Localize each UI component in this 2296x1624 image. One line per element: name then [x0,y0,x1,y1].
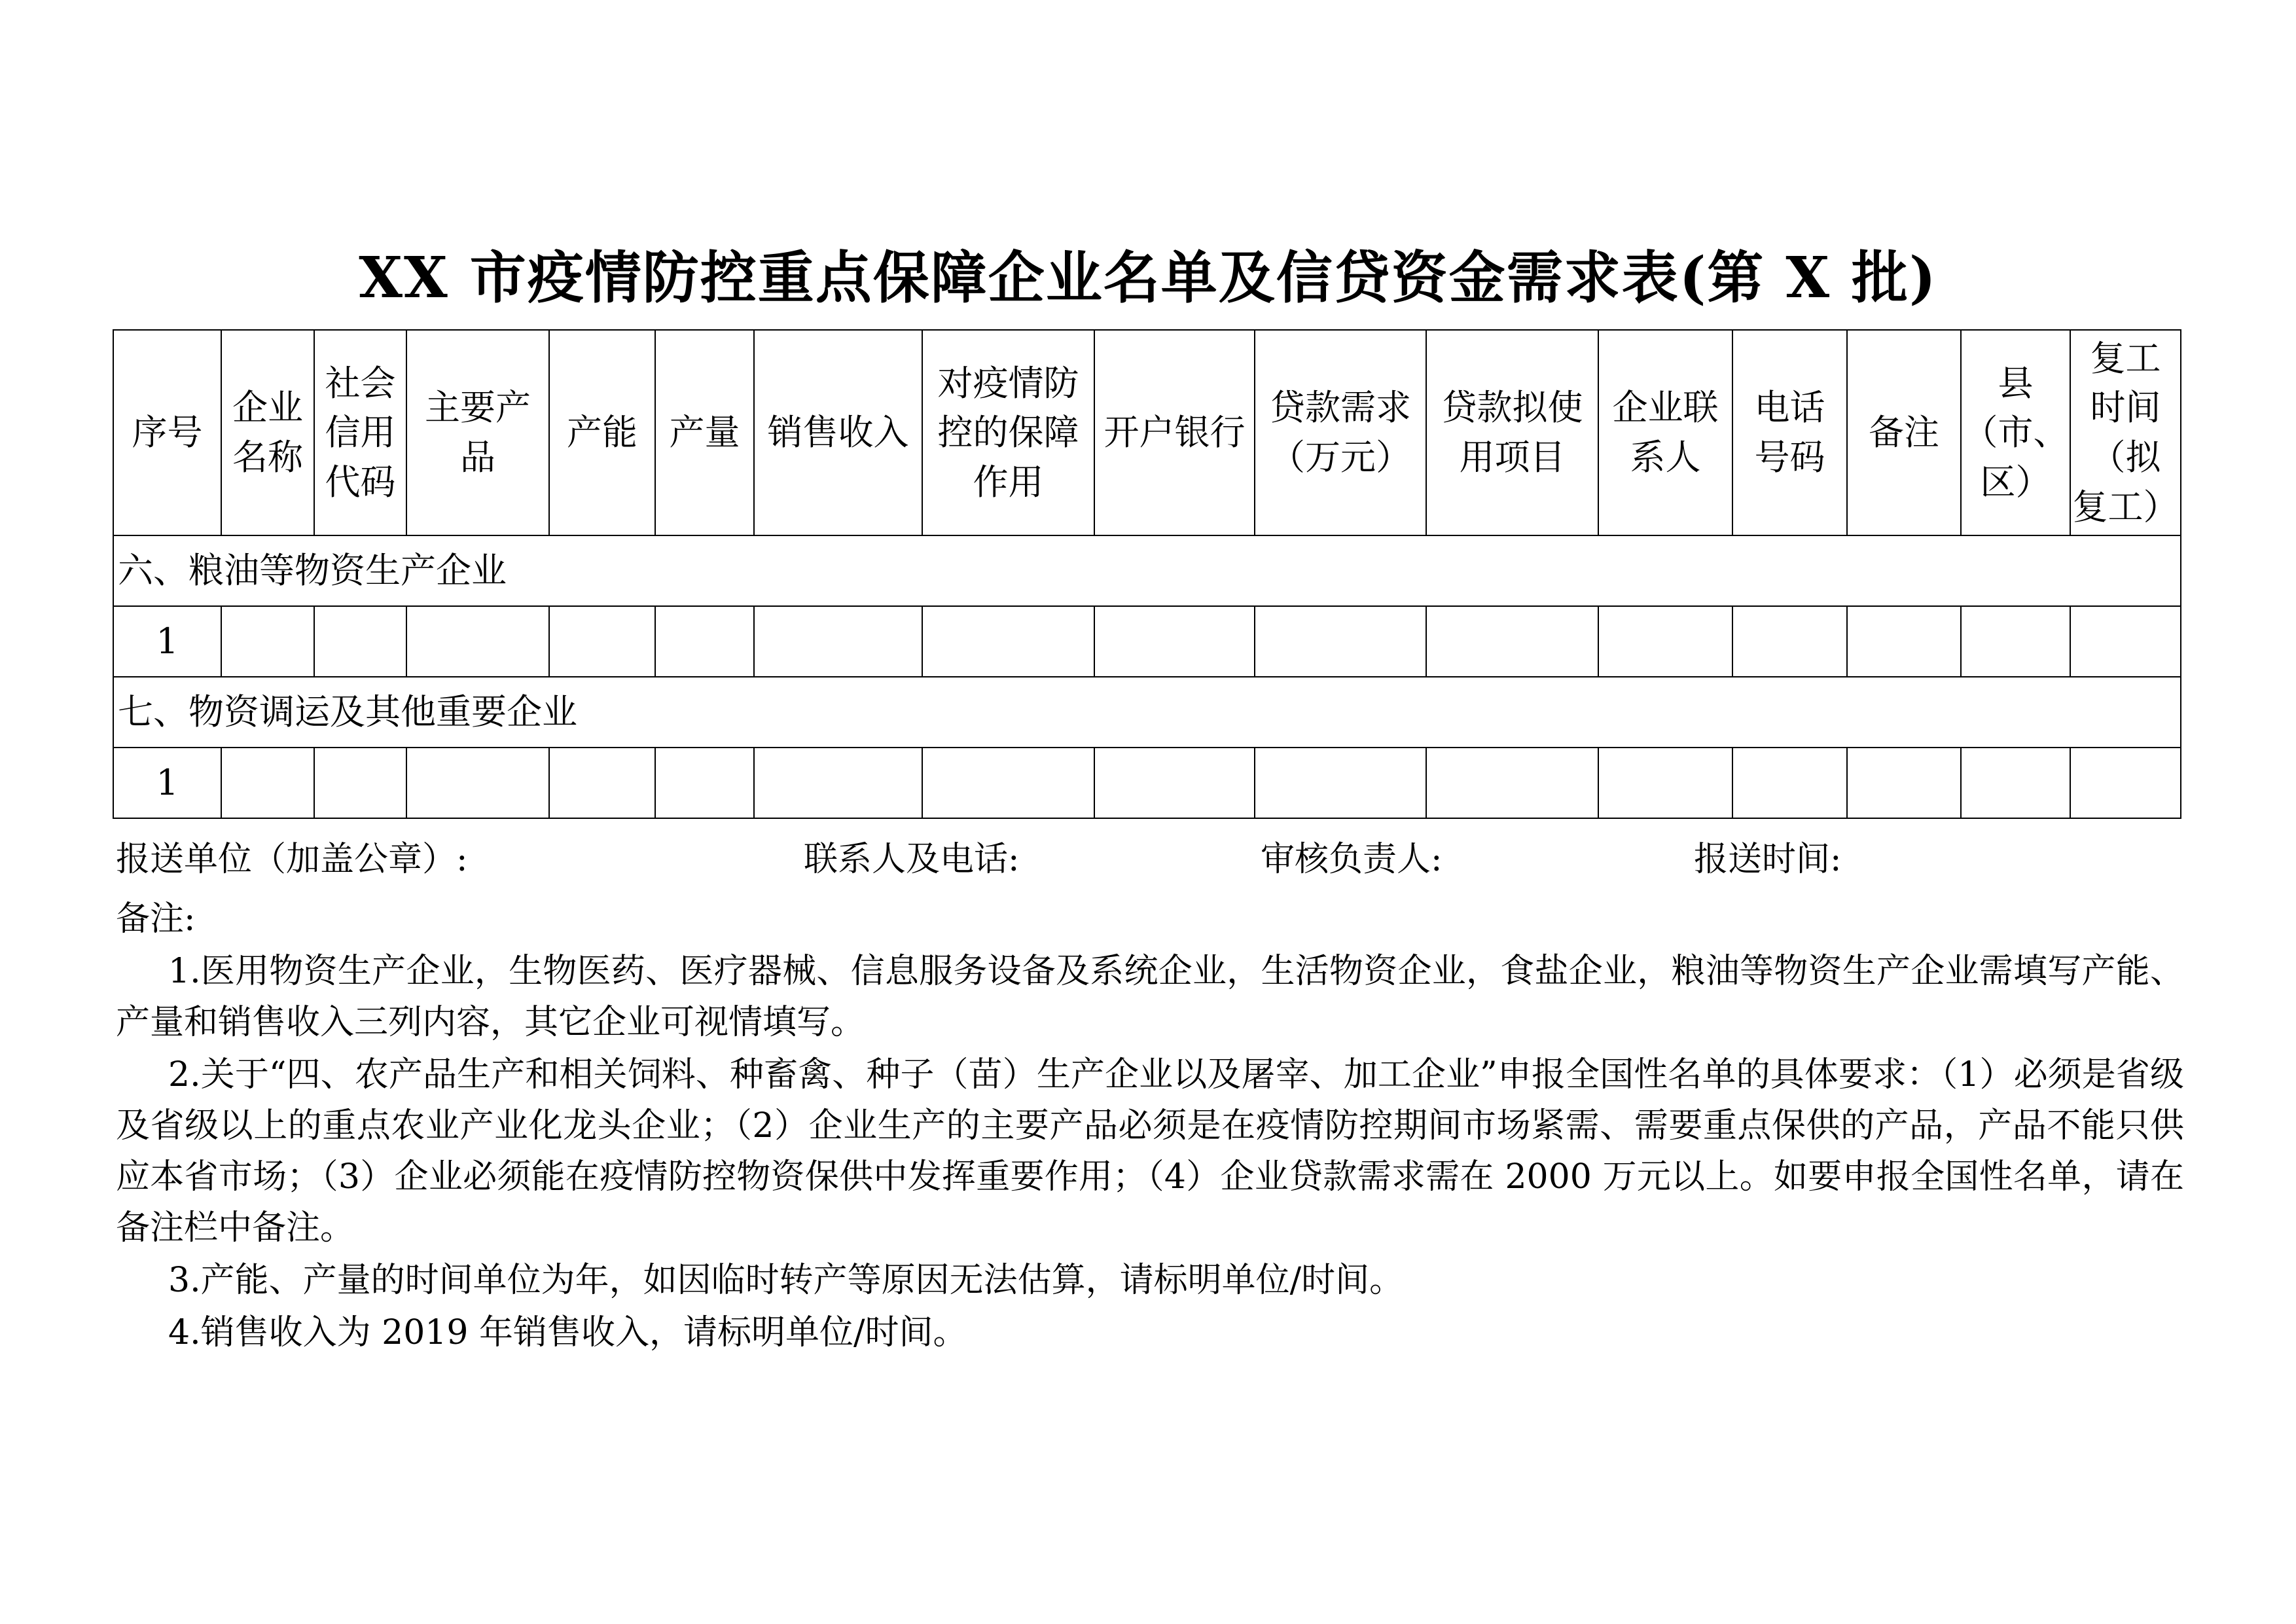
column-header-line: 信用 [325,412,396,454]
empty-cell[interactable] [1255,748,1426,818]
column-header [1961,330,2070,535]
column-header [113,330,221,535]
column-header [1732,330,1847,535]
row-number: 1 [113,606,221,677]
column-header-line: 社会 [325,362,396,404]
empty-cell[interactable] [1255,606,1426,677]
note-item: 2.关于“四、农产品生产和相关饲料、种畜禽、种子（苗）生产企业以及屠宰、加工企业”申报全国性名单的具体要求：（1）必须是省级及省级以上的重点农业产业化龙头企业；（2）企业生产的主要产品必须是在疫情防控期间市场紧需、需要重点保供的产品，产品不能只供应本省市场；（3）企业必须能在疫情防控物资保供中发挥重要作用；（4）企业贷款需求需在 2000 万元以上。如要申报全国性名单，请在备注栏中备注。 [116,1055,2184,1248]
empty-cell[interactable] [1847,606,1961,677]
section-label: 七、物资调运及其他重要企业 [113,677,2181,748]
section-label: 六、粮油等物资生产企业 [113,535,2181,606]
column-header-line: 产能 [567,412,637,454]
table-row [113,606,2181,677]
column-header-line: 时间 [2090,387,2161,429]
submitting-unit-label: 报送单位（加盖公章）: [116,840,468,879]
empty-cell[interactable] [1847,748,1961,818]
empty-cell[interactable] [754,606,922,677]
notes-heading: 备注: [116,899,196,939]
empty-cell[interactable] [922,606,1094,677]
column-header-line: 企业联 [1612,387,1719,429]
column-header [754,330,922,535]
empty-cell[interactable] [1426,748,1598,818]
column-header-line: 区） [1980,461,2051,503]
column-header [1598,330,1732,535]
empty-cell[interactable] [2070,748,2181,818]
column-header-line: 贷款需求 [1270,387,1411,429]
empty-cell[interactable] [1732,606,1847,677]
empty-cell[interactable] [1426,606,1598,677]
column-header-line: 贷款拟使 [1441,387,1583,429]
column-header-line: 作用 [973,461,1044,503]
column-header-line: 品 [460,437,495,478]
column-header [922,330,1094,535]
empty-cell[interactable] [2070,606,2181,677]
column-header-line: 销售收入 [767,412,909,454]
column-header-line: 序号 [132,412,203,454]
enterprise-table [113,329,2181,819]
notes-section [116,893,2184,1360]
column-header-line: 对疫情防 [937,362,1079,404]
empty-cell[interactable] [406,606,549,677]
column-header-line: 复工 [2090,337,2161,379]
section-row [113,677,2181,748]
empty-cell[interactable] [1961,606,2070,677]
header-row [113,330,2181,535]
empty-cell[interactable] [1598,606,1732,677]
document-title: XX 市疫情防控重点保障企业名单及信贷资金需求表(第 X 批) [359,245,1937,311]
reviewer-label: 审核负责人: [1261,840,1443,879]
column-header-line: 系人 [1630,437,1701,478]
column-header [1847,330,1961,535]
empty-cell[interactable] [314,748,406,818]
empty-cell[interactable] [655,606,754,677]
empty-cell[interactable] [922,748,1094,818]
column-header-line: 产量 [669,412,740,454]
empty-cell[interactable] [221,748,314,818]
table-row [113,748,2181,818]
column-header [2070,330,2181,535]
column-header-line: （万元） [1270,437,1411,478]
empty-cell[interactable] [1732,748,1847,818]
column-header [1094,330,1255,535]
column-header-line: 控的保障 [937,412,1079,454]
submit-time-label: 报送时间: [1694,840,1842,879]
column-header [1255,330,1426,535]
row-number: 1 [113,748,221,818]
empty-cell[interactable] [1094,748,1255,818]
column-header [549,330,655,535]
column-header-line: 县 [1998,362,2034,404]
column-header-line: 代码 [325,461,396,503]
column-header-line: 电话 [1754,387,1825,429]
column-header-line: （拟 [2090,437,2161,478]
column-header-line: 主要产 [425,387,531,429]
column-header-line: 号码 [1754,437,1825,478]
column-header [406,330,549,535]
column-header [655,330,754,535]
note-item: 4.销售收入为 2019 年销售收入，请标明单位/时间。 [168,1313,967,1352]
column-header-line: （市、 [1962,412,2069,454]
empty-cell[interactable] [549,606,655,677]
empty-cell[interactable] [655,748,754,818]
column-header [314,330,406,535]
empty-cell[interactable] [549,748,655,818]
column-header [1426,330,1598,535]
empty-cell[interactable] [314,606,406,677]
empty-cell[interactable] [1961,748,2070,818]
column-header-line: 复工） [2072,486,2179,528]
contact-label: 联系人及电话: [804,840,1020,879]
column-header-line: 用项目 [1459,437,1566,478]
empty-cell[interactable] [221,606,314,677]
column-header-line: 备注 [1869,412,1939,454]
empty-cell[interactable] [1598,748,1732,818]
empty-cell[interactable] [1094,606,1255,677]
column-header-line: 开户银行 [1103,412,1246,454]
column-header-line: 名称 [232,437,303,478]
empty-cell[interactable] [406,748,549,818]
section-row [113,535,2181,606]
column-header [221,330,314,535]
note-item: 1.医用物资生产企业，生物医药、医疗器械、信息服务设备及系统企业，生活物资企业，食盐企业，粮油等物资生产企业需填写产能、产量和销售收入三列内容，其它企业可视情填写。 [116,952,2184,1042]
empty-cell[interactable] [754,748,922,818]
note-item: 3.产能、产量的时间单位为年，如因临时转产等原因无法估算，请标明单位/时间。 [168,1261,1404,1300]
column-header-line: 企业 [232,387,303,429]
